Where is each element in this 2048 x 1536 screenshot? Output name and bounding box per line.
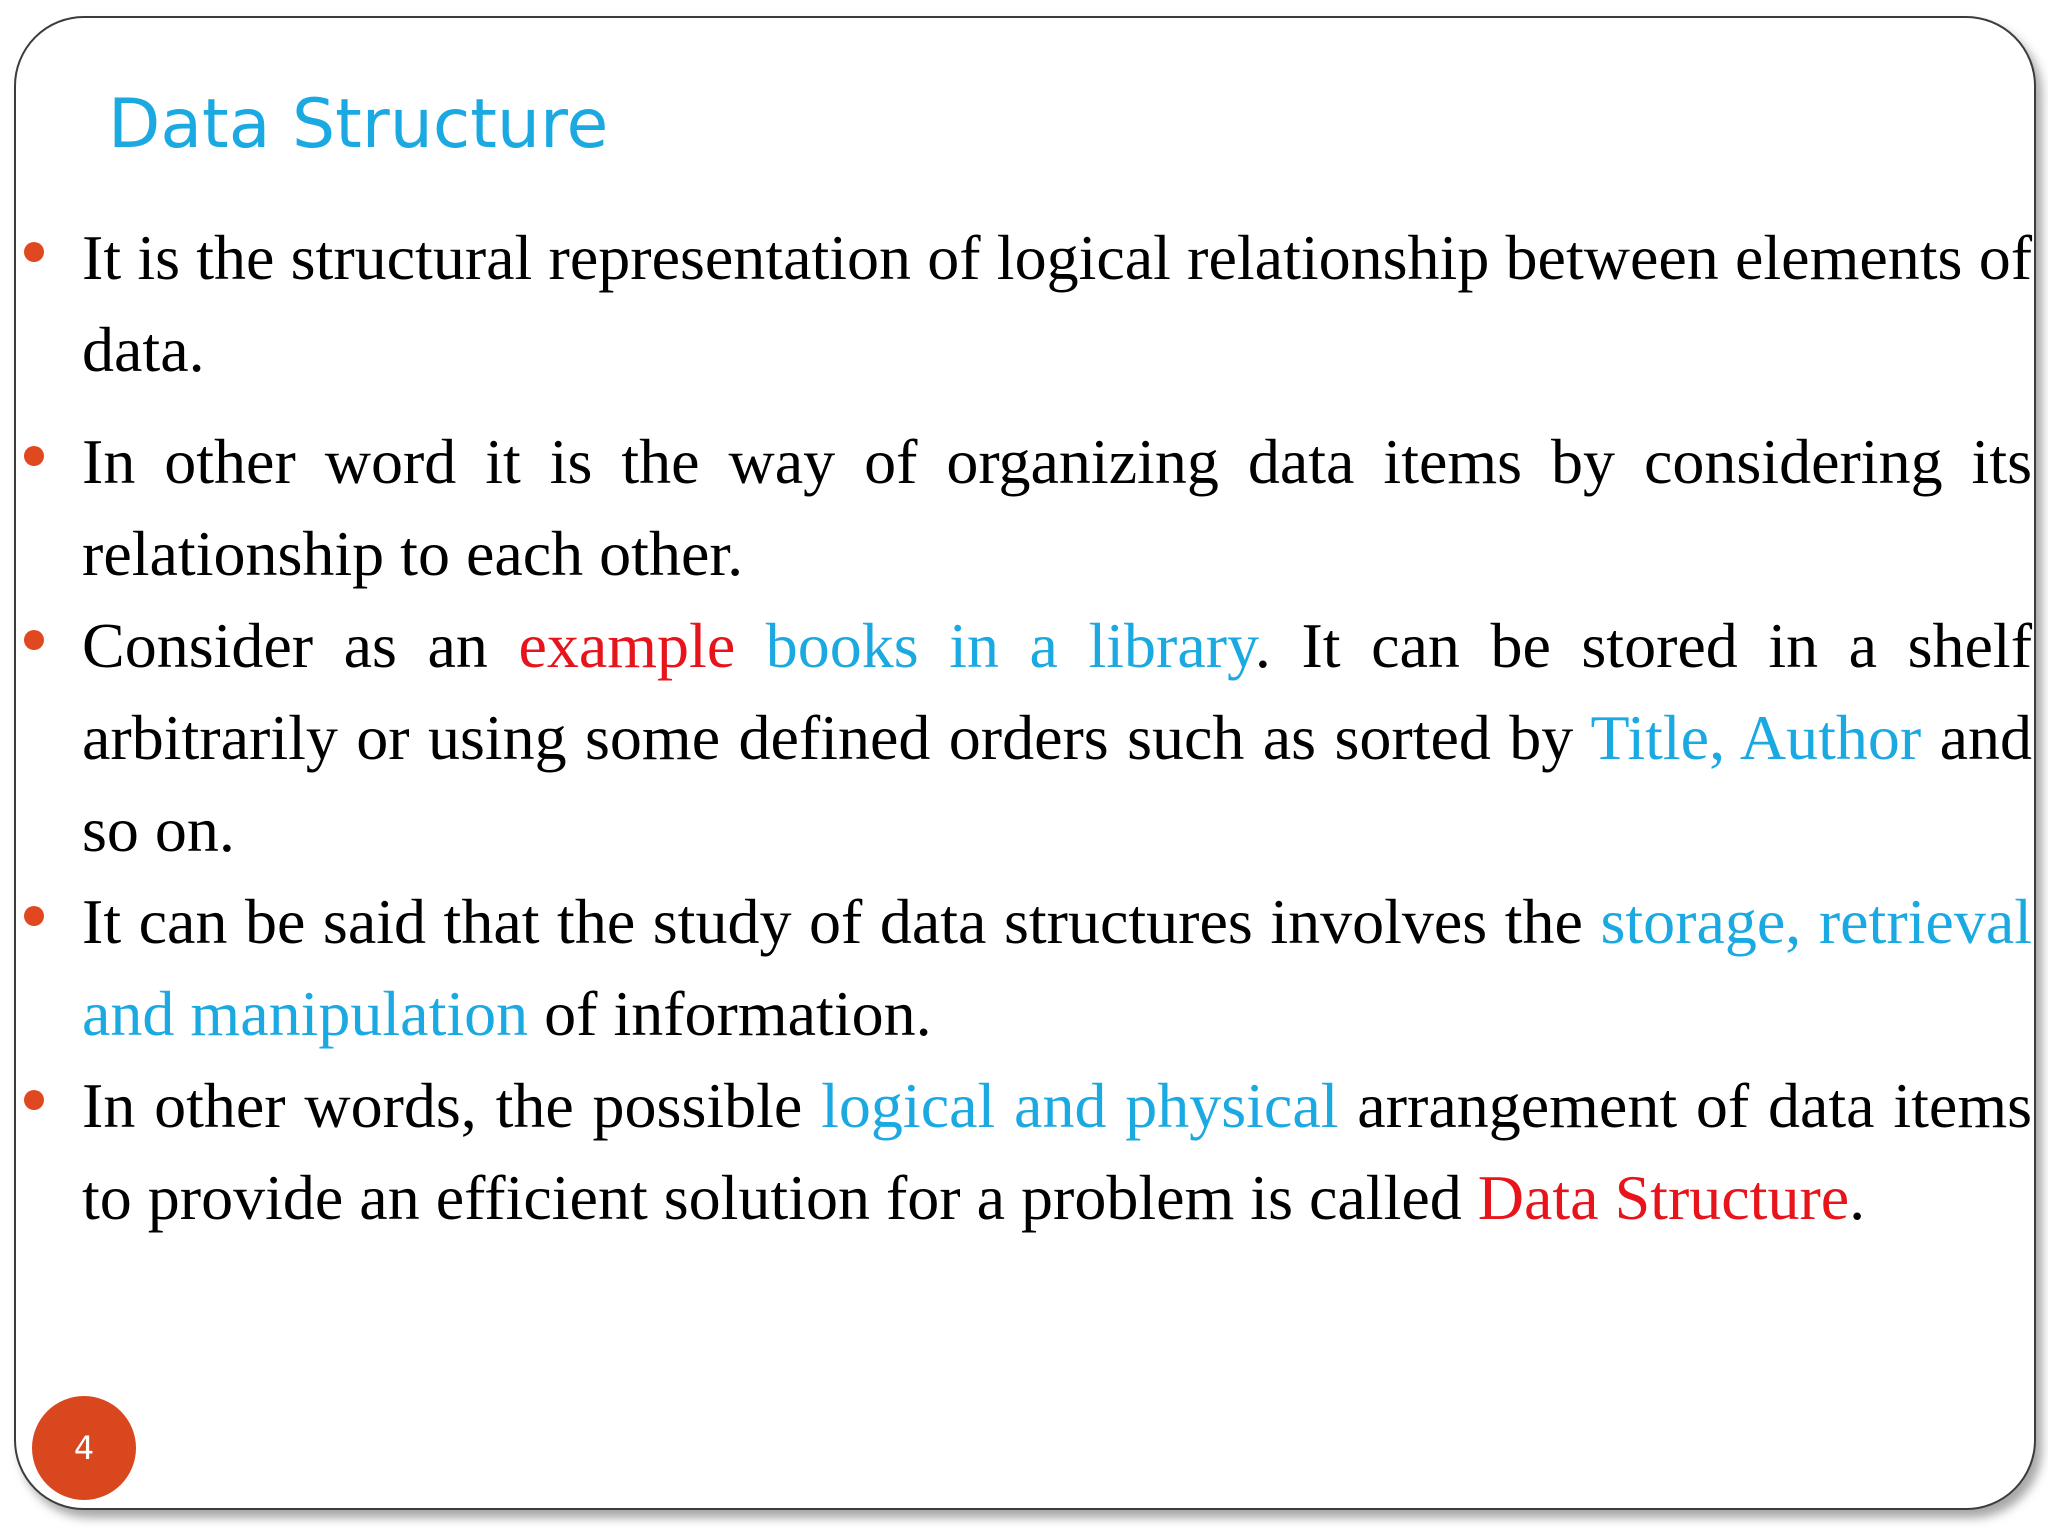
bullet-dot-icon bbox=[24, 630, 44, 650]
text-segment: Title, Author bbox=[1590, 702, 1922, 773]
text-segment: In other word it is the way of organizing data items by considering its relationship to each other. bbox=[82, 426, 2032, 589]
text-segment: storage, retrieval and manipulation bbox=[82, 886, 2033, 1049]
text-segment: It can be said that the study of data structures involves the bbox=[82, 886, 1601, 957]
text-segment: . It can be stored in a shelf arbitrarily or using some defined orders such as sorted by bbox=[82, 610, 2033, 773]
bullet-dot-icon bbox=[24, 446, 44, 466]
text-segment: books in a library bbox=[765, 610, 1255, 681]
slide-title: Data Structure bbox=[108, 85, 609, 164]
bullet-text bbox=[82, 1070, 2032, 1233]
text-segment: logical and physical bbox=[821, 1070, 1339, 1141]
text-segment: It is the structural representation of logical relationship between elements of data. bbox=[82, 222, 2032, 385]
text-segment: of information. bbox=[528, 978, 932, 1049]
bullet-text bbox=[82, 610, 2032, 865]
text-segment: and so on. bbox=[82, 702, 2033, 865]
bullet-item bbox=[82, 876, 2032, 1060]
page-number-badge: 4 bbox=[32, 1396, 136, 1500]
bullet-dot-icon bbox=[24, 242, 44, 262]
bullet-dot-icon bbox=[24, 906, 44, 926]
bullet-dot-icon bbox=[24, 1090, 44, 1110]
text-segment: Consider as an bbox=[82, 610, 519, 681]
text-segment: . bbox=[1849, 1162, 1866, 1233]
bullet-text bbox=[82, 222, 2032, 385]
text-segment: arrangement of data items to provide an efficient solution for a problem is called bbox=[82, 1070, 2033, 1233]
text-segment bbox=[735, 610, 766, 681]
bullet-item bbox=[82, 600, 2032, 876]
text-segment: example bbox=[518, 610, 736, 681]
bullet-text bbox=[82, 886, 2032, 1049]
bullet-item bbox=[82, 212, 2032, 396]
bullet-text bbox=[82, 426, 2032, 589]
text-segment: In other words, the possible bbox=[82, 1070, 822, 1141]
bullet-item bbox=[82, 1060, 2032, 1244]
bullet-item bbox=[82, 416, 2032, 600]
text-segment: Data Structure bbox=[1477, 1162, 1850, 1233]
